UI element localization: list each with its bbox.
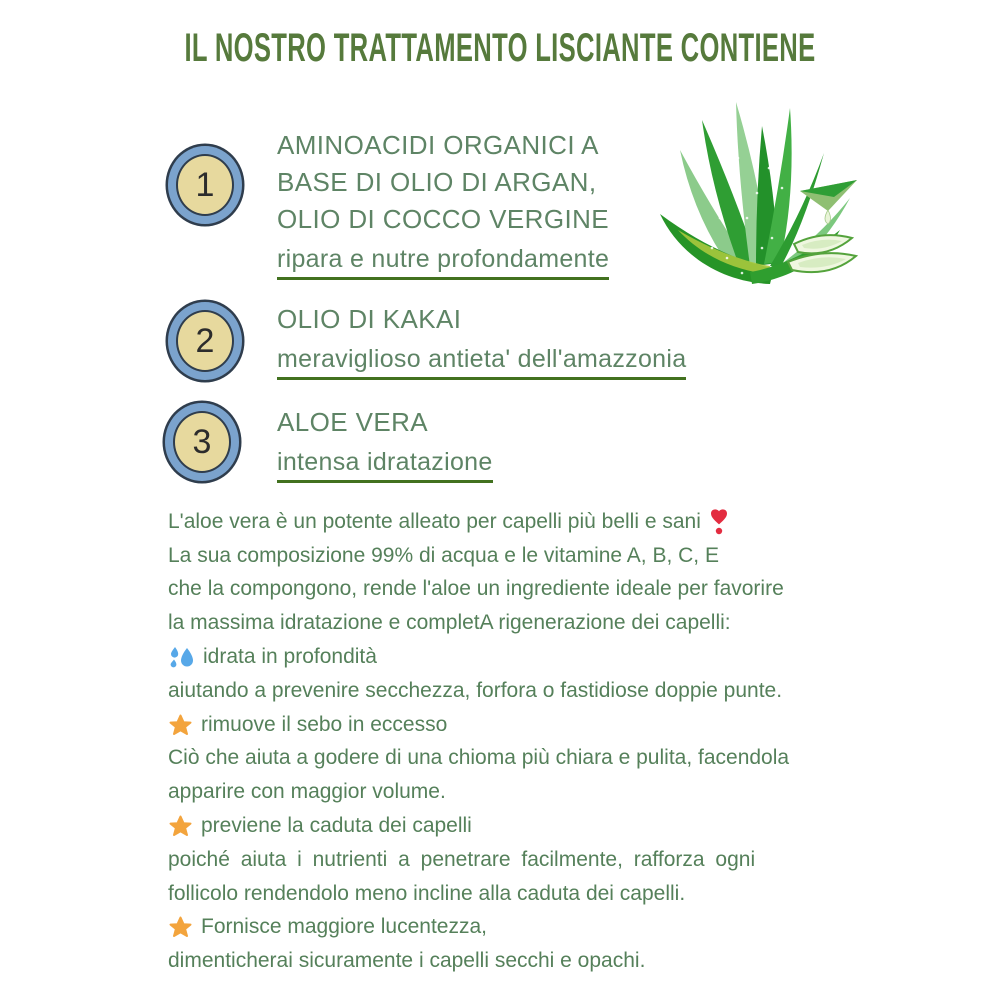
aloe-vera-illustration: [652, 98, 882, 298]
paragraph-text: rimuove il sebo in eccesso: [201, 712, 448, 736]
numbered-badge-2: [176, 310, 234, 372]
paragraph-text: aiutando a prevenire secchezza, forfora o fastidiose doppie punte.: [168, 678, 783, 702]
paragraph-line: [168, 708, 813, 742]
star-icon: [168, 814, 193, 838]
badge-number: 2: [195, 321, 215, 360]
paragraph-text: follicolo rendendolo meno incline alla caduta dei capelli.: [168, 881, 686, 905]
paragraph-line: [168, 573, 813, 607]
page-title: IL NOSTRO TRATTAMENTO LISCIANTE CONTIENE: [184, 26, 816, 70]
paragraph-line: [168, 505, 813, 539]
paragraph-text: la massima idratazione e completA rigenerazione dei capelli:: [168, 611, 731, 635]
numbered-badge-3: [173, 411, 231, 473]
description-paragraph: [168, 505, 813, 978]
ingredient-item-1: [277, 127, 609, 280]
ingredient-heading-line: OLIO DI COCCO VERGINE: [277, 204, 610, 234]
star-icon: [168, 915, 193, 939]
badge-number: 3: [192, 422, 212, 461]
paragraph-text: che la compongono, rende l'aloe un ingrediente ideale per favorire: [168, 577, 784, 601]
ingredient-heading-line: OLIO DI KAKAI: [277, 304, 462, 334]
paragraph-text: poiché aiuta i nutrienti a penetrare facilmente, rafforza ogni: [168, 847, 756, 871]
ingredient-heading-line: AMINOACIDI ORGANICI A: [277, 130, 599, 160]
paragraph-line: [168, 944, 813, 978]
paragraph-text: La sua composizione 99% di acqua e le vitamine A, B, C, E: [168, 543, 719, 567]
heart-exclamation-icon: [709, 508, 729, 535]
ingredient-item-3: [277, 404, 493, 483]
paragraph-text: apparire con maggior volume.: [168, 780, 446, 804]
paragraph-text: Ciò che aiuta a godere di una chioma più chiara e pulita, facendola: [168, 746, 790, 770]
paragraph-line: [168, 775, 813, 809]
paragraph-text: Fornisce maggiore lucentezza,: [201, 915, 487, 939]
ingredient-item-2: [277, 301, 686, 380]
numbered-badge-1: [176, 154, 234, 216]
star-icon: [168, 713, 193, 737]
paragraph-text: dimenticherai sicuramente i capelli secchi e opachi.: [168, 949, 646, 973]
paragraph-line: [168, 877, 813, 911]
paragraph-line: [168, 606, 813, 640]
ingredient-benefit-underlined: ripara e nutre profondamente: [277, 245, 609, 280]
paragraph-line: [168, 539, 813, 573]
ingredient-benefit-underlined: intensa idratazione: [277, 448, 493, 483]
paragraph-text: L'aloe vera è un potente alleato per capelli più belli e sani: [168, 509, 701, 533]
ingredient-heading-line: BASE DI OLIO DI ARGAN,: [277, 167, 597, 197]
sweat-droplets-icon: [168, 645, 195, 670]
ingredient-heading-line: ALOE VERA: [277, 407, 428, 437]
paragraph-line: [168, 640, 813, 674]
paragraph-line: [168, 674, 813, 708]
paragraph-text: previene la caduta dei capelli: [201, 814, 472, 838]
paragraph-line: [168, 911, 813, 945]
badge-number: 1: [195, 165, 215, 204]
paragraph-line: [168, 809, 813, 843]
ingredient-benefit-underlined: meraviglioso antieta' dell'amazzonia: [277, 345, 686, 380]
paragraph-line: [168, 742, 813, 776]
paragraph-text: idrata in profondità: [203, 645, 377, 669]
paragraph-line: [168, 843, 813, 877]
